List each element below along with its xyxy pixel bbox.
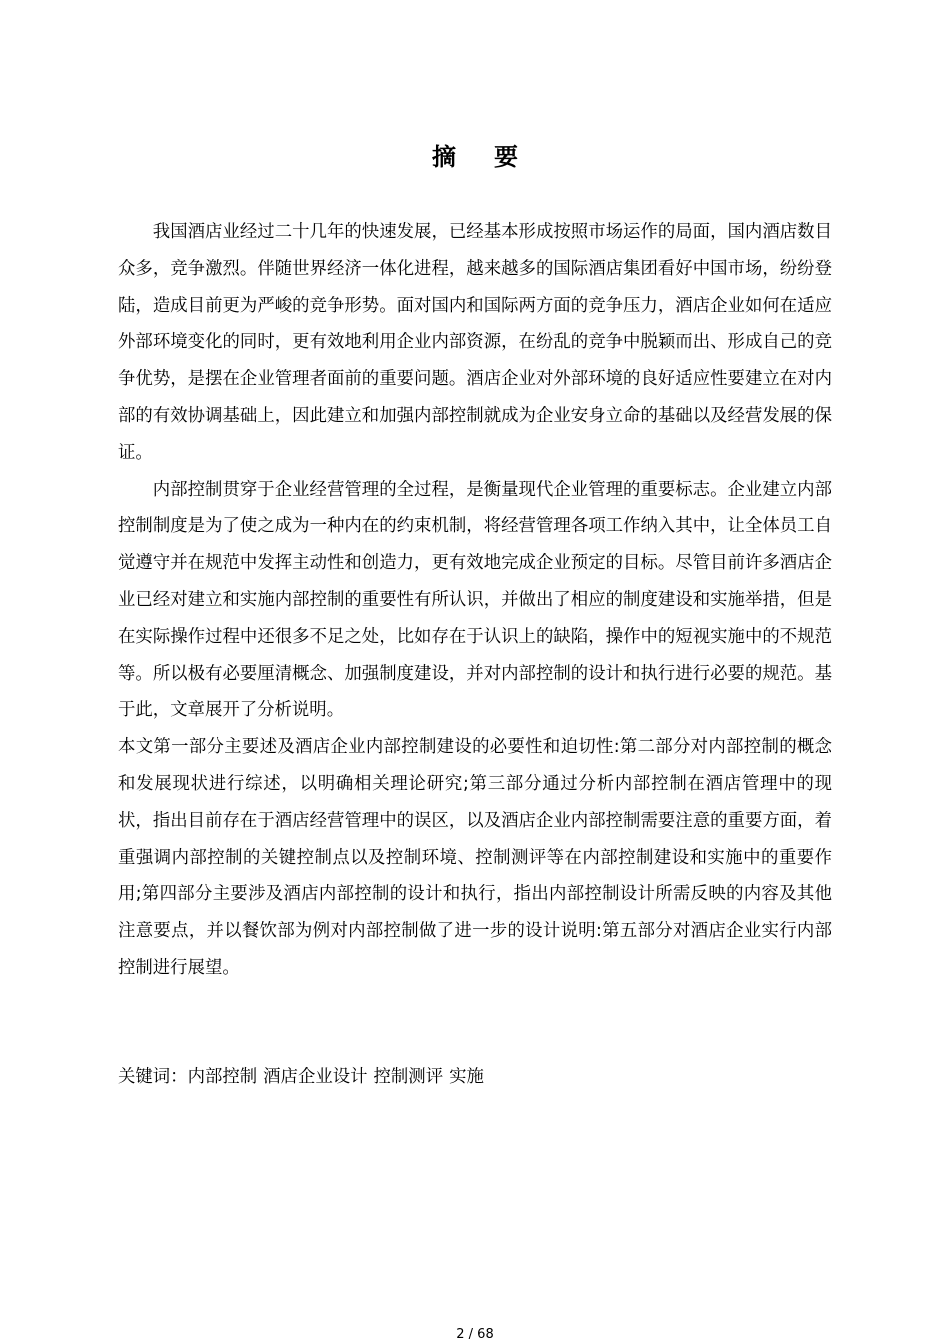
abstract-body: [118, 214, 832, 987]
abstract-paragraph-3: 本文第一部分主要述及酒店企业内部控制建设的必要性和迫切性:第二部分对内部控制的概念和发展现状进行综述，以明确相关理论研究;第三部分通过分析内部控制在酒店管理中的现状，指出目前存在于酒店经营管理中的误区，以及酒店企业内部控制需要注意的重要方面，着重强调内部控制的关键控制点以及控制环境、控制测评等在内部控制建设和实施中的重要作用;第四部分主要涉及酒店内部控制的设计和执行，指出内部控制设计所需反映的内容及其他注意要点，并以餐饮部为例对内部控制做了进一步的设计说明:第五部分对酒店企业实行内部控制进行展望。: [118, 737, 832, 978]
keyword-item: 控制测评: [373, 1067, 444, 1087]
keyword-item: 内部控制: [187, 1067, 258, 1087]
abstract-paragraph-1: 我国酒店业经过二十几年的快速发展，已经基本形成按照市场运作的局面，国内酒店数目众多，竞争激烈。伴随世界经济一体化进程，越来越多的国际酒店集团看好中国市场，纷纷登陆，造成目前更为严峻的竞争形势。面对国内和国际两方面的竞争压力，酒店企业如何在适应外部环境变化的同时，更有效地利用企业内部资源，在纷乱的竞争中脱颖而出、形成自己的竞争优势，是摆在企业管理者面前的重要问题。酒店企业对外部环境的良好适应性要建立在对内部的有效协调基础上，因此建立和加强内部控制就成为企业安身立命的基础以及经营发展的保证。: [118, 222, 832, 463]
keyword-item: 酒店企业设计: [263, 1067, 368, 1087]
abstract-paragraph-2: 内部控制贯穿于企业经营管理的全过程，是衡量现代企业管理的重要标志。企业建立内部控制制度是为了使之成为一种内在的约束机制，将经营管理各项工作纳入其中，让全体员工自觉遵守并在规范中发挥主动性和创造力，更有效地完成企业预定的目标。尽管目前许多酒店企业已经对建立和实施内部控制的重要性有所认识，并做出了相应的制度建设和实施举措，但是在实际操作过程中还很多不足之处，比如存在于认识上的缺陷，操作中的短视实施中的不规范等。所以极有必要厘清概念、加强制度建设，并对内部控制的设计和执行进行必要的规范。基于此，文章展开了分析说明。: [118, 479, 832, 721]
abstract-title: 摘要: [432, 143, 556, 171]
keywords-label: 关键词：: [118, 1067, 188, 1087]
page-number: 2 / 68: [456, 1327, 494, 1342]
keyword-item: 实施: [449, 1067, 484, 1087]
keywords-line: [118, 1060, 832, 1094]
